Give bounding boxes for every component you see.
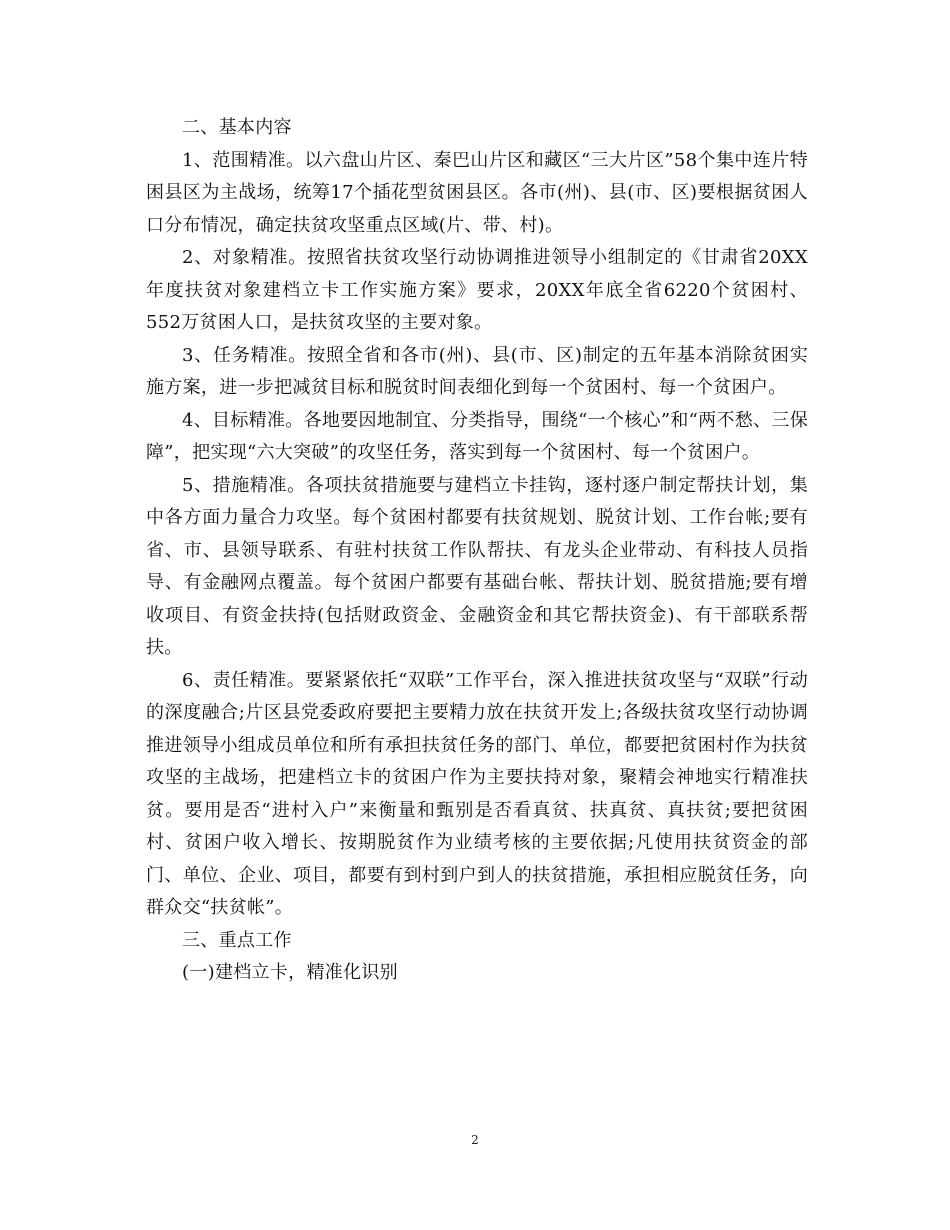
document-body <box>146 112 808 990</box>
paragraph-responsibility-precision: 6、责任精准。要紧紧依托“双联”工作平台，深入推进扶贫攻坚与“双联”行动的深度融合;片区县党委政府要把主要精力放在扶贫开发上;各级扶贫攻坚行动协调推进领导小组成员单位和所有承担扶贫任务的部门、单位，都要把贫困村作为扶贫攻坚的主战场，把建档立卡的贫困户作为主要扶持对象，聚精会神地实行精准扶贫。要用是否“进村入户”来衡量和甄别是否看真贫、扶真贫、真扶贫;要把贫困村、贫困户收入增长、按期脱贫作为业绩考核的主要依据;凡使用扶贫资金的部门、单位、企业、项目，都要有到村到户到人的扶贫措施，承担相应脱贫任务，向群众交“扶贫帐”。 <box>146 669 808 918</box>
paragraph-scope-precision: 1、范围精准。以六盘山片区、秦巴山片区和藏区“三大片区”58个集中连片特困县区为主战场，统筹17个插花型贫困县区。各市(州)、县(市、区)要根据贫困人口分布情况，确定扶贫攻坚重点区域(片、带、村)。 <box>146 149 808 236</box>
paragraph-target-precision: 2、对象精准。按照省扶贫攻坚行动协调推进领导小组制定的《甘肃省20XX年度扶贫对象建档立卡工作实施方案》要求，20XX年底全省6220个贫困村、552万贫困人口，是扶贫攻坚的主要对象。 <box>146 247 808 333</box>
paragraph-goal-precision: 4、目标精准。各地要因地制宜、分类指导，围绕“一个核心”和“两不愁、三保障”，把实现“六大突破”的攻坚任务，落实到每一个贫困村、每一个贫困户。 <box>146 409 808 463</box>
subsection-heading-registration: (一)建档立卡，精准化识别 <box>182 962 398 983</box>
section-heading-basic-content: 二、基本内容 <box>182 117 292 138</box>
page-number: 2 <box>471 1133 479 1147</box>
paragraph-measure-precision: 5、措施精准。各项扶贫措施要与建档立卡挂钩，逐村逐户制定帮扶计划，集中各方面力量合力攻坚。每个贫困村都要有扶贫规划、脱贫计划、工作台帐;要有省、市、县领导联系、有驻村扶贫工作队帮扶、有龙头企业带动、有科技人员指导、有金融网点覆盖。每个贫困户都要有基础台帐、帮扶计划、脱贫措施;要有增收项目、有资金扶持(包括财政资金、金融资金和其它帮扶资金)、有干部联系帮扶。 <box>146 474 808 658</box>
paragraph-task-precision: 3、任务精准。按照全省和各市(州)、县(市、区)制定的五年基本消除贫困实施方案，进一步把减贫目标和脱贫时间表细化到每一个贫困村、每一个贫困户。 <box>146 344 808 398</box>
section-heading-key-work: 三、重点工作 <box>182 929 292 951</box>
